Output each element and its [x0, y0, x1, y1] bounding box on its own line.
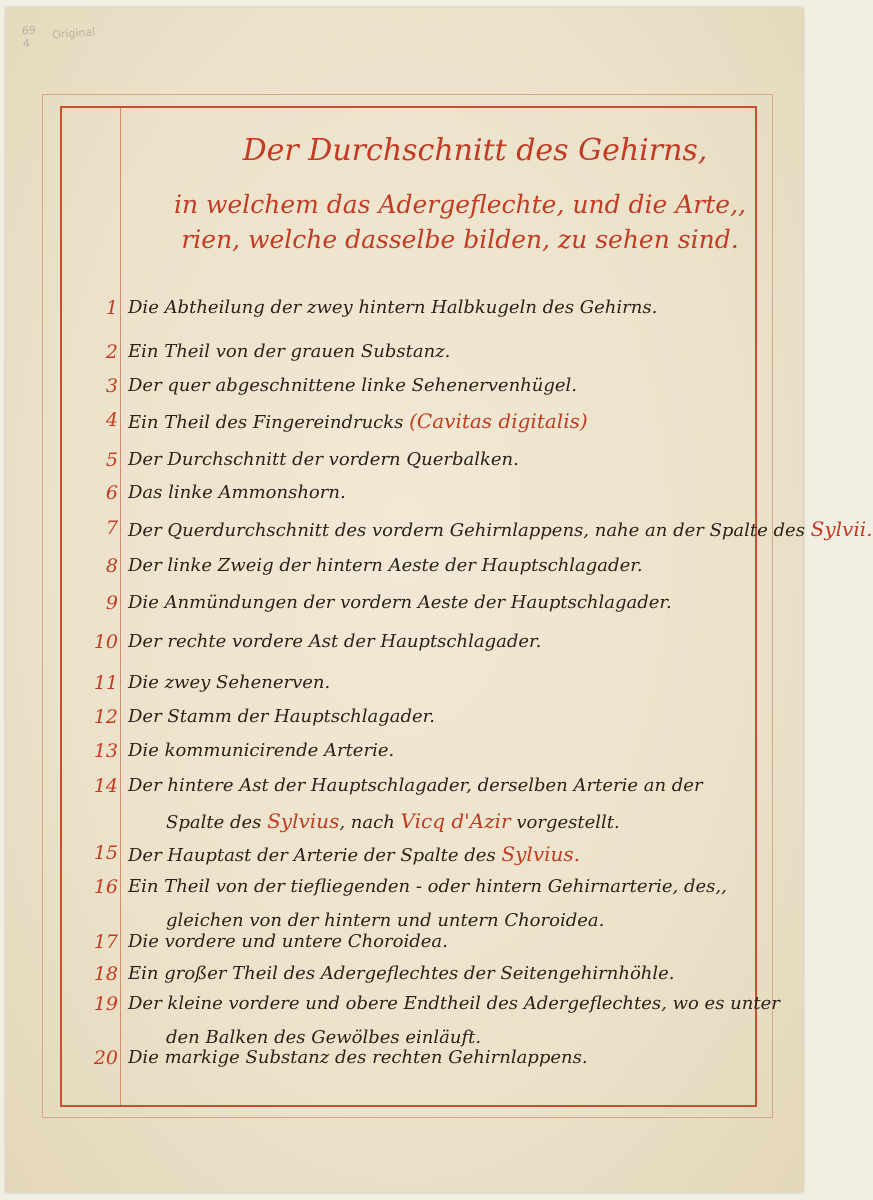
latin-term: Sylvius.: [501, 842, 581, 866]
entry-text: [128, 297, 657, 318]
entry-segment: Ein großer Theil des Adergeflechtes der Seitengehirnhöhle.: [128, 963, 675, 984]
entry-number: 1: [105, 297, 118, 319]
entry-number: 18: [93, 963, 118, 985]
entry-number: 11: [93, 672, 118, 694]
entry-segment: Die Anmündungen der vordern Aeste der Hauptschlagader.: [128, 592, 672, 613]
entry-number: 17: [93, 931, 118, 953]
entry-segment: Der quer abgeschnittene linke Sehenervenhügel.: [128, 375, 577, 396]
latin-term: (Cavitas digitalis): [409, 409, 588, 433]
entry-text: [128, 1047, 588, 1068]
entry-text-continuation: [166, 809, 620, 833]
title-line-3: rien, welche dasselbe bilden, zu sehen sind.: [181, 225, 739, 254]
entry-segment: Ein Theil von der grauen Substanz.: [128, 341, 451, 362]
entry-number: 15: [93, 842, 118, 864]
entry-text: [128, 775, 703, 796]
entry-segment: Das linke Ammonshorn.: [128, 482, 346, 503]
entry-segment: Ein Theil des Fingereindrucks: [128, 412, 410, 433]
pencil-note: Original: [51, 25, 96, 42]
entry-segment: Die vordere und untere Choroidea.: [128, 931, 448, 952]
latin-term: Vicq d'Azir: [400, 809, 511, 833]
entry-text: [128, 876, 727, 897]
entry-text: [128, 631, 541, 652]
entry-number: 13: [93, 740, 118, 762]
entry-text-continuation: [166, 910, 604, 931]
entry-segment: Der rechte vordere Ast der Hauptschlagader.: [128, 631, 542, 652]
entry-segment: Der hintere Ast der Hauptschlagader, derselben Arterie an der: [128, 775, 703, 796]
entry-segment: Der kleine vordere und obere Endtheil des Adergeflechtes, wo es unter: [128, 993, 780, 1014]
entry-number: 9: [105, 592, 118, 614]
entry-number: 14: [93, 775, 118, 797]
entry-number: 4: [105, 409, 118, 431]
entry-text: [128, 555, 643, 576]
entry-number: 12: [93, 706, 118, 728]
entry-text-continuation: [166, 1027, 481, 1048]
entry-text: [128, 449, 519, 470]
entry-segment: vorgestellt.: [510, 812, 620, 833]
entry-text: [128, 931, 448, 952]
entry-number: 19: [93, 993, 118, 1015]
entry-segment: , nach: [339, 812, 401, 833]
entry-number: 20: [93, 1047, 118, 1069]
entry-text: [128, 592, 672, 613]
entry-text: [128, 963, 675, 984]
entry-number: 6: [105, 482, 118, 504]
entry-text: [128, 341, 450, 362]
pencil-notes: [21, 19, 96, 51]
entry-text: [128, 740, 394, 761]
entry-number: 7: [105, 517, 118, 539]
entry-segment: Der Durchschnitt der vordern Querbalken.: [128, 449, 519, 470]
entry-segment: Der Querdurchschnitt des vordern Gehirnlappens, nahe an der Spalte des: [128, 520, 811, 541]
number-margin-line: [120, 108, 121, 1105]
entry-text: [128, 375, 577, 396]
entry-segment: Spalte des: [166, 812, 268, 833]
latin-term: Sylvii.: [810, 517, 873, 541]
entry-text: [128, 482, 346, 503]
entry-segment: Der Stamm der Hauptschlagader.: [128, 706, 436, 727]
entry-text: [128, 706, 435, 727]
entry-segment: den Balken des Gewölbes einläuft.: [166, 1027, 482, 1048]
entry-number: 2: [105, 341, 118, 363]
pencil-note: 4: [22, 37, 31, 51]
entry-text: [128, 672, 330, 693]
entry-number: 3: [105, 375, 118, 397]
entry-text: [128, 409, 588, 433]
entry-segment: gleichen von der hintern und untern Choroidea.: [166, 910, 605, 931]
entry-segment: Der Hauptast der Arterie der Spalte des: [128, 845, 502, 866]
entry-segment: Ein Theil von der tiefliegenden - oder hintern Gehirnarterie, des,,: [128, 876, 727, 897]
entry-number: 8: [105, 555, 118, 577]
entry-segment: Die kommunicirende Arterie.: [128, 740, 395, 761]
title-line-1: Der Durchschnitt des Gehirns,: [242, 133, 708, 168]
entry-number: 16: [93, 876, 118, 898]
entry-segment: Der linke Zweig der hintern Aeste der Hauptschlagader.: [128, 555, 643, 576]
entry-segment: Die markige Substanz des rechten Gehirnlappens.: [128, 1047, 588, 1068]
entry-number: 10: [93, 631, 118, 653]
latin-term: Sylvius: [267, 809, 340, 833]
pencil-note: 69: [21, 23, 37, 38]
entry-number: 5: [105, 449, 118, 471]
entry-segment: Die zwey Sehenerven.: [128, 672, 331, 693]
entry-segment: Die Abtheilung der zwey hintern Halbkugeln des Gehirns.: [128, 297, 658, 318]
title-line-2: in welchem das Adergeflechte, und die Arte,,: [173, 190, 746, 219]
entry-text: [128, 517, 873, 541]
entry-text: [128, 842, 580, 866]
entry-text: [128, 993, 780, 1014]
